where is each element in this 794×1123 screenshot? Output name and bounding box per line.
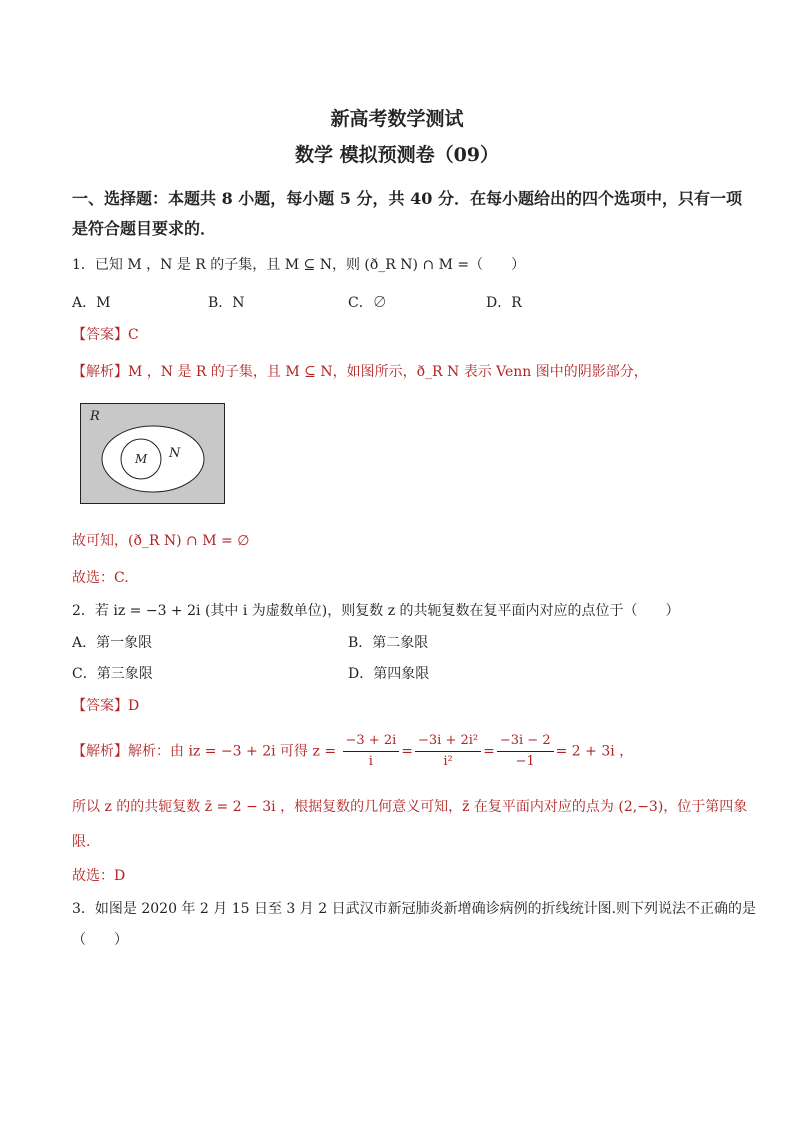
- venn-label-r: R: [90, 409, 100, 424]
- analysis-tag: 【解析】: [72, 743, 128, 760]
- q1-option-b: B．N: [208, 295, 245, 311]
- q1-analysis: [72, 361, 648, 381]
- answer-value: C: [128, 327, 139, 343]
- q2-option-b: B．第二象限: [348, 635, 429, 651]
- q2-option-d: D．第四象限: [348, 666, 430, 682]
- section-heading-line2: 是符合题目要求的．: [72, 219, 217, 238]
- fraction-1: $\frac{-3 + 2i}{i}$: [343, 731, 400, 772]
- q1-answer: [72, 324, 139, 344]
- q3-stem-line2: （ ）: [72, 932, 128, 948]
- page-subtitle: 数学 模拟预测卷（09）: [294, 144, 500, 166]
- q1-option-c: C．∅: [348, 295, 387, 311]
- q2-option-c: C．第三象限: [72, 666, 153, 682]
- q3-stem: 3．如图是 2020 年 2 月 15 日至 3 月 2 日武汉市新冠肺炎新增确诊病例的折线统计图.则下列说法不正确的是: [72, 901, 757, 917]
- analysis-text: M ，N 是 R 的子集，且 M ⊆ N，如图所示，ð_R N 表示 Venn 图中的阴影部分，: [128, 364, 648, 380]
- q2-option-a: A．第一象限: [72, 635, 153, 651]
- q2-analysis-line2: 所以 z 的的共轭复数 z̄ = 2 − 3i ，根据复数的几何意义可知，z̄ 在复平面内对应的点为 (2,−3)，位于第四象: [72, 799, 748, 815]
- fraction-3: $\frac{-3i - 2}{-1}$: [497, 731, 554, 772]
- q2-analysis-line3: 限.: [72, 834, 91, 850]
- q1-option-d: D．R: [486, 295, 522, 311]
- q2-choose: 故选：D: [72, 868, 126, 884]
- q2-answer: [72, 695, 139, 715]
- q1-conclusion: 故可知，(ð_R N) ∩ M = ∅: [72, 533, 250, 549]
- venn-label-n: N: [169, 446, 181, 461]
- answer-value: D: [128, 698, 140, 714]
- venn-diagram: [80, 403, 225, 504]
- venn-label-m: M: [135, 452, 148, 466]
- section-heading-line1: 一、选择题：本题共 8 小题，每小题 5 分，共 40 分．在每小题给出的四个选项中，只有一项: [72, 189, 742, 208]
- answer-tag: 【答案】: [72, 698, 128, 714]
- q2-analysis: 【解析】解析：由 iz = −3 + 2i 可得 z = $\frac{-3 + 2i}{i}$ = $\frac{\text{−3i + 2i²}}{\text{i²}}$ = $\frac{-3i - 2}{-1}$ = 2 + 3i ，: [72, 731, 633, 772]
- q1-stem: 1．已知 M ，N 是 R 的子集，且 M ⊆ N，则 (ð_R N) ∩ M =（ ）: [72, 257, 526, 273]
- page-title: 新高考数学测试: [330, 108, 464, 130]
- analysis-text-pre: 解析：由 iz = −3 + 2i 可得 z =: [128, 743, 337, 760]
- analysis-text-post: = 2 + 3i ，: [555, 743, 634, 760]
- fraction-2: $\frac{\text{−3i + 2i²}}{\text{i²}}$: [415, 731, 481, 772]
- q1-option-a: A．M: [72, 295, 111, 311]
- q1-choose: 故选：C.: [72, 570, 129, 586]
- q2-stem: 2．若 iz = −3 + 2i (其中 i 为虚数单位)，则复数 z 的共轭复数在复平面内对应的点位于（ ）: [72, 603, 680, 619]
- answer-tag: 【答案】: [72, 327, 128, 343]
- analysis-tag: 【解析】: [72, 364, 128, 380]
